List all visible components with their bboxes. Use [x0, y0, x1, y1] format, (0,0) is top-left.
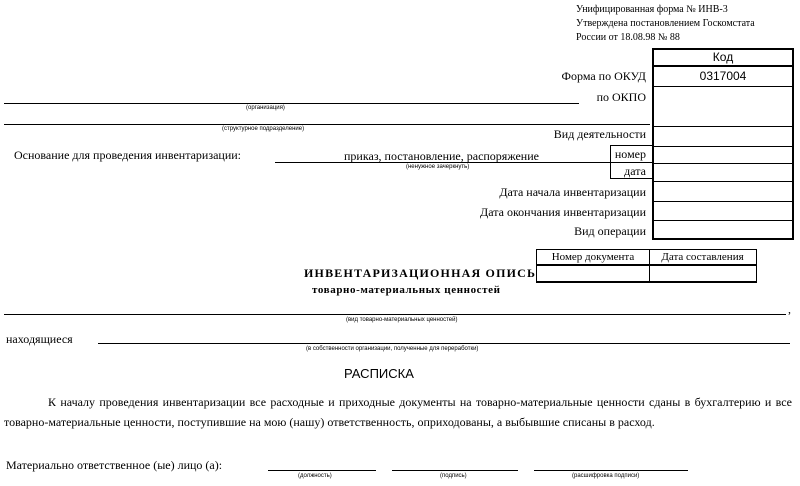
- okud-value: 0317004: [654, 65, 792, 85]
- signature-decoding-caption: (расшифровка подписи): [572, 473, 640, 479]
- located-line: [98, 343, 790, 344]
- doc-subtitle: товарно-материальных ценностей: [312, 284, 501, 296]
- receipt-text: К началу проведения инвентаризации все расходные и приходные документы на товарно-материальные ценности сданы в бухгалтерию и все товарно-материальные ценности, поступившие на мою (нашу) ответственность, оприходованы, а выбывшие списаны в расход.: [4, 395, 792, 429]
- code-header: Код: [712, 50, 734, 64]
- end-date-label: Дата окончания инвентаризации: [480, 205, 646, 219]
- located-label: находящиеся: [6, 332, 73, 346]
- department-caption: (структурное подразделение): [222, 126, 305, 132]
- organization-caption: (организация): [246, 105, 285, 111]
- date-label: дата: [624, 164, 646, 178]
- number-date-divider: [610, 162, 652, 163]
- code-box: [652, 48, 794, 240]
- operation-cell: [654, 220, 792, 239]
- organization-line: [4, 103, 579, 104]
- responsible-label: Материально ответственное (ые) лицо (а):: [6, 458, 223, 472]
- start-date-label: Дата начала инвентаризации: [499, 185, 646, 199]
- activity-cell: [654, 126, 792, 147]
- okpo-cell: [654, 86, 792, 127]
- doc-number-cell: [654, 146, 792, 164]
- operation-label: Вид операции: [574, 224, 646, 238]
- ownership-caption: (в собственности организации, полученные для переработки): [306, 346, 479, 352]
- doc-table-value-row: [537, 265, 756, 282]
- end-date-cell: [654, 201, 792, 221]
- doc-type-caption: (ненужное зачеркнуть): [406, 164, 470, 170]
- number-label: номер: [614, 147, 646, 161]
- doc-title: ИНВЕНТАРИЗАЦИОННАЯ ОПИСЬ: [304, 266, 537, 280]
- form-line-1: Унифицированная форма № ИНВ-3: [576, 4, 728, 15]
- activity-label: Вид деятельности: [553, 127, 646, 141]
- valuables-type-caption: (вид товарно-материальных ценностей): [346, 317, 458, 323]
- okud-label: Форма по ОКУД: [561, 69, 646, 83]
- doc-number-header: Номер документа: [551, 251, 635, 263]
- trailing-comma: ,: [788, 302, 791, 316]
- signature-decoding-line: [534, 470, 688, 471]
- form-line-3: России от 18.08.98 № 88: [576, 32, 680, 43]
- department-line: [4, 124, 650, 125]
- start-date-cell: [654, 181, 792, 202]
- signature-line: [392, 470, 518, 471]
- basis-value: приказ, постановление, распоряжение: [344, 149, 539, 163]
- form-line-2: Утверждена постановлением Госкомстата: [576, 18, 755, 29]
- position-caption: (должность): [298, 473, 332, 479]
- basis-label: Основание для проведения инвентаризации:: [14, 148, 242, 162]
- basis-line: [275, 162, 610, 163]
- doc-date-header: Дата составления: [661, 251, 744, 263]
- signature-caption: (подпись): [440, 473, 467, 479]
- position-line: [268, 470, 376, 471]
- doc-date-cell: [654, 163, 792, 182]
- receipt-heading: РАСПИСКА: [344, 366, 414, 381]
- doc-number-table: [536, 249, 757, 283]
- okpo-label: по ОКПО: [596, 90, 646, 104]
- valuables-type-line: [4, 314, 786, 315]
